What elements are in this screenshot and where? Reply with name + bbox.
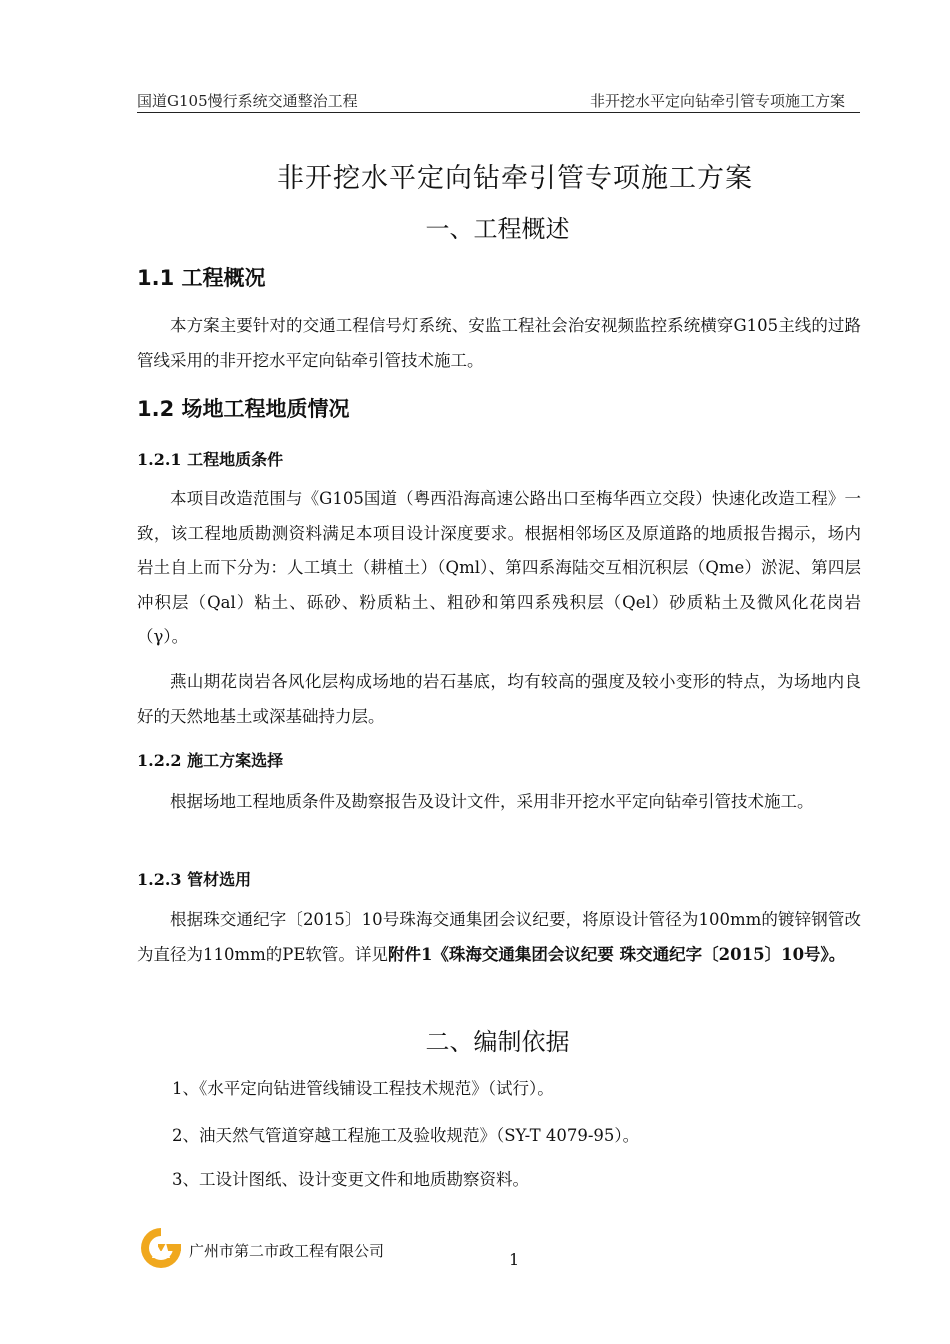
company-name: 广州市第二市政工程有限公司: [189, 1242, 385, 1260]
header-divider: [137, 112, 860, 113]
paragraph-1-2-3: [137, 903, 861, 972]
heading-1-2-2: 1.2.2 施工方案选择: [137, 751, 284, 770]
company-logo: [138, 1225, 184, 1271]
heading-1-1: 1.1 工程概况: [137, 266, 266, 290]
header-project-name: 国道G105慢行系统交通整治工程: [137, 92, 358, 110]
document-title: 非开挖水平定向钻牵引管专项施工方案: [277, 163, 753, 194]
attachment-reference: 附件1《珠海交通集团会议纪要 珠交通纪字〔2015〕10号》。: [387, 944, 846, 964]
basis-item-1: 1、《水平定向钻进管线铺设工程技术规范》（试行）。: [172, 1079, 554, 1098]
section-2-title: 二、编制依据: [425, 1028, 570, 1056]
page-number: 1: [509, 1250, 520, 1269]
heading-1-2: 1.2 场地工程地质情况: [137, 397, 350, 421]
basis-item-2: 2、油天然气管道穿越工程施工及验收规范》（SY-T 4079-95）。: [172, 1126, 640, 1145]
section-1-title: 一、工程概述: [425, 215, 570, 243]
header-document-name: 非开挖水平定向钻牵引管专项施工方案: [589, 92, 845, 110]
paragraph-1-2-1-b: 燕山期花岗岩各风化层构成场地的岩石基底，均有较高的强度及较小变形的特点，为场地内良好的天然地基土或深基础持力层。: [137, 672, 861, 726]
basis-item-3: 3、工设计图纸、设计变更文件和地质勘察资料。: [172, 1170, 529, 1189]
heading-1-2-3: 1.2.3 管材选用: [137, 870, 252, 889]
paragraph-1-2-1-a: 本项目改造范围与《G105国道（粤西沿海高速公路出口至梅华西立交段）快速化改造工程》一致，该工程地质勘测资料满足本项目设计深度要求。根据相邻场区及原道路的地质报告揭示，场内岩土自上而下分为：人工填土（耕植土）（Qml）、第四系海陆交互相沉积层（Qme）淤泥、第四层冲积层（Qal）粘土、砾砂、粉质粘土、粗砂和第四系残积层（Qel）砂质粘土及微风化花岗岩（γ）。: [137, 489, 861, 646]
paragraph-1-2-2: 根据场地工程地质条件及勘察报告及设计文件，采用非开挖水平定向钻牵引管技术施工。: [170, 792, 814, 811]
paragraph-1-1: 本方案主要针对的交通工程信号灯系统、安监工程社会治安视频监控系统横穿G105主线的过路管线采用的非开挖水平定向钻牵引管技术施工。: [137, 316, 861, 370]
heading-1-2-1: 1.2.1 工程地质条件: [137, 450, 284, 469]
paragraph-1-2-3-text: 根据珠交通纪字〔2015〕10号珠海交通集团会议纪要，将原设计管径为100mm的镀锌钢管改为直径为110mm的PE软管。详见: [137, 910, 861, 964]
